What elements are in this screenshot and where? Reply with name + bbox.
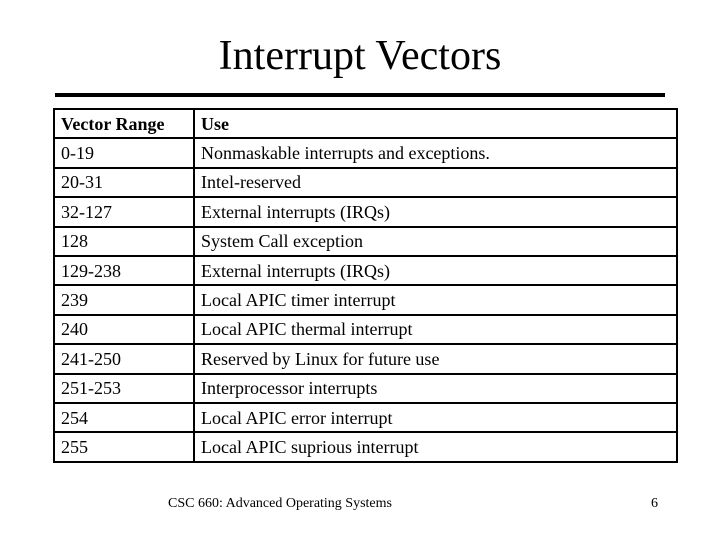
use-cell: Interprocessor interrupts [194,374,677,403]
table-row [54,197,677,226]
slide-title: Interrupt Vectors [218,33,502,79]
use-cell: External interrupts (IRQs) [194,256,677,285]
vector-range-cell: 32-127 [54,197,194,226]
header-vector-range: Vector Range [54,109,194,138]
table-row [54,138,677,167]
vector-range-cell: 239 [54,285,194,314]
table-row [54,285,677,314]
use-cell: External interrupts (IRQs) [194,197,677,226]
vector-range-cell: 129-238 [54,256,194,285]
vector-range-cell: 0-19 [54,138,194,167]
title-divider [55,93,665,97]
use-cell: Local APIC suprious interrupt [194,432,677,461]
header-use: Use [194,109,677,138]
vector-range-cell: 251-253 [54,374,194,403]
table-row [54,256,677,285]
vector-range-cell: 241-250 [54,344,194,373]
use-cell: Local APIC timer interrupt [194,285,677,314]
use-cell: Reserved by Linux for future use [194,344,677,373]
table-row [54,344,677,373]
slide-footer: CSC 660: Advanced Operating Systems [168,496,392,511]
use-cell: Local APIC error interrupt [194,403,677,432]
table-row [54,374,677,403]
interrupt-vector-table [53,108,678,463]
table-row [54,168,677,197]
vector-range-cell: 20-31 [54,168,194,197]
vector-range-cell: 128 [54,227,194,256]
vector-range-cell: 240 [54,315,194,344]
use-cell: Intel-reserved [194,168,677,197]
vector-range-cell: 254 [54,403,194,432]
page-number: 6 [651,496,658,511]
use-cell: System Call exception [194,227,677,256]
table-row [54,432,677,461]
table-row [54,227,677,256]
use-cell: Nonmaskable interrupts and exceptions. [194,138,677,167]
use-cell: Local APIC thermal interrupt [194,315,677,344]
vector-range-cell: 255 [54,432,194,461]
table-header-row [54,109,677,138]
table-row [54,403,677,432]
table-row [54,315,677,344]
